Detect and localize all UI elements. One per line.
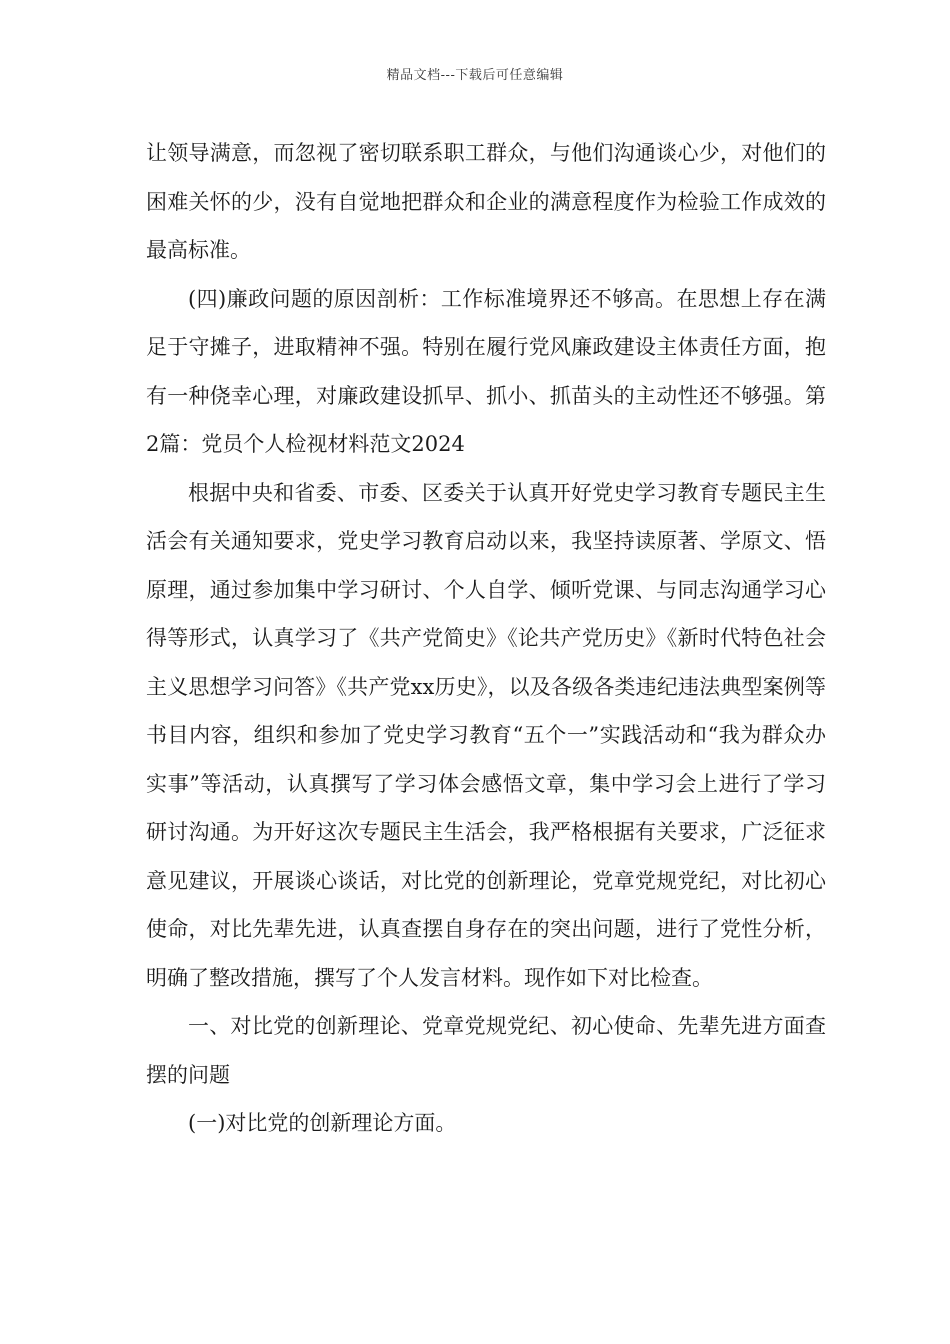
paragraph-5: (一)对比党的创新理论方面。 <box>188 1111 457 1135</box>
paragraph-4: 一、对比党的创新理论、党章党规党纪、初心使命、先辈先进方面查摆的问题 <box>146 1014 826 1087</box>
page-header: 精品文档---下载后可任意编辑 <box>386 68 564 83</box>
paragraph-2: (四)廉政问题的原因剖析：工作标准境界还不够高。在思想上存在满足于守摊子，进取精神不强。特别在履行党风廉政建设主体责任方面，抱有一种侥幸心理，对廉政建设抓早、抓小、抓苗头的主动性还不够强。第2篇：党员个人检视材料范文2024 <box>146 286 826 456</box>
paragraph-1: 让领导满意，而忽视了密切联系职工群众，与他们沟通谈心少，对他们的困难关怀的少，没有自觉地把群众和企业的满意程度作为检验工作成效的最高标准。 <box>146 141 826 262</box>
document-body <box>146 129 826 1148</box>
paragraph-3: 根据中央和省委、市委、区委关于认真开好党史学习教育专题民主生活会有关通知要求，党史学习教育启动以来，我坚持读原著、学原文、悟原理，通过参加集中学习研讨、个人自学、倾听党课、与同志沟通学习心得等形式，认真学习了《共产党简史》《论共产党历史》《新时代特色社会主义思想学习问答》《共产党xx历史》，以及各级各类违纪违法典型案例等书目内容，组织和参加了党史学习教育“五个一”实践活动和“我为群众办实事”等活动，认真撰写了学习体会感悟文章，集中学习会上进行了学习研讨沟通。为开好这次专题民主生活会，我严格根据有关要求，广泛征求意见建议，开展谈心谈话，对比党的创新理论，党章党规党纪，对比初心使命，对比先辈先进，认真查摆自身存在的突出问题，进行了党性分析，明确了整改措施，撰写了个人发言材料。现作如下对比检查。 <box>146 480 826 990</box>
